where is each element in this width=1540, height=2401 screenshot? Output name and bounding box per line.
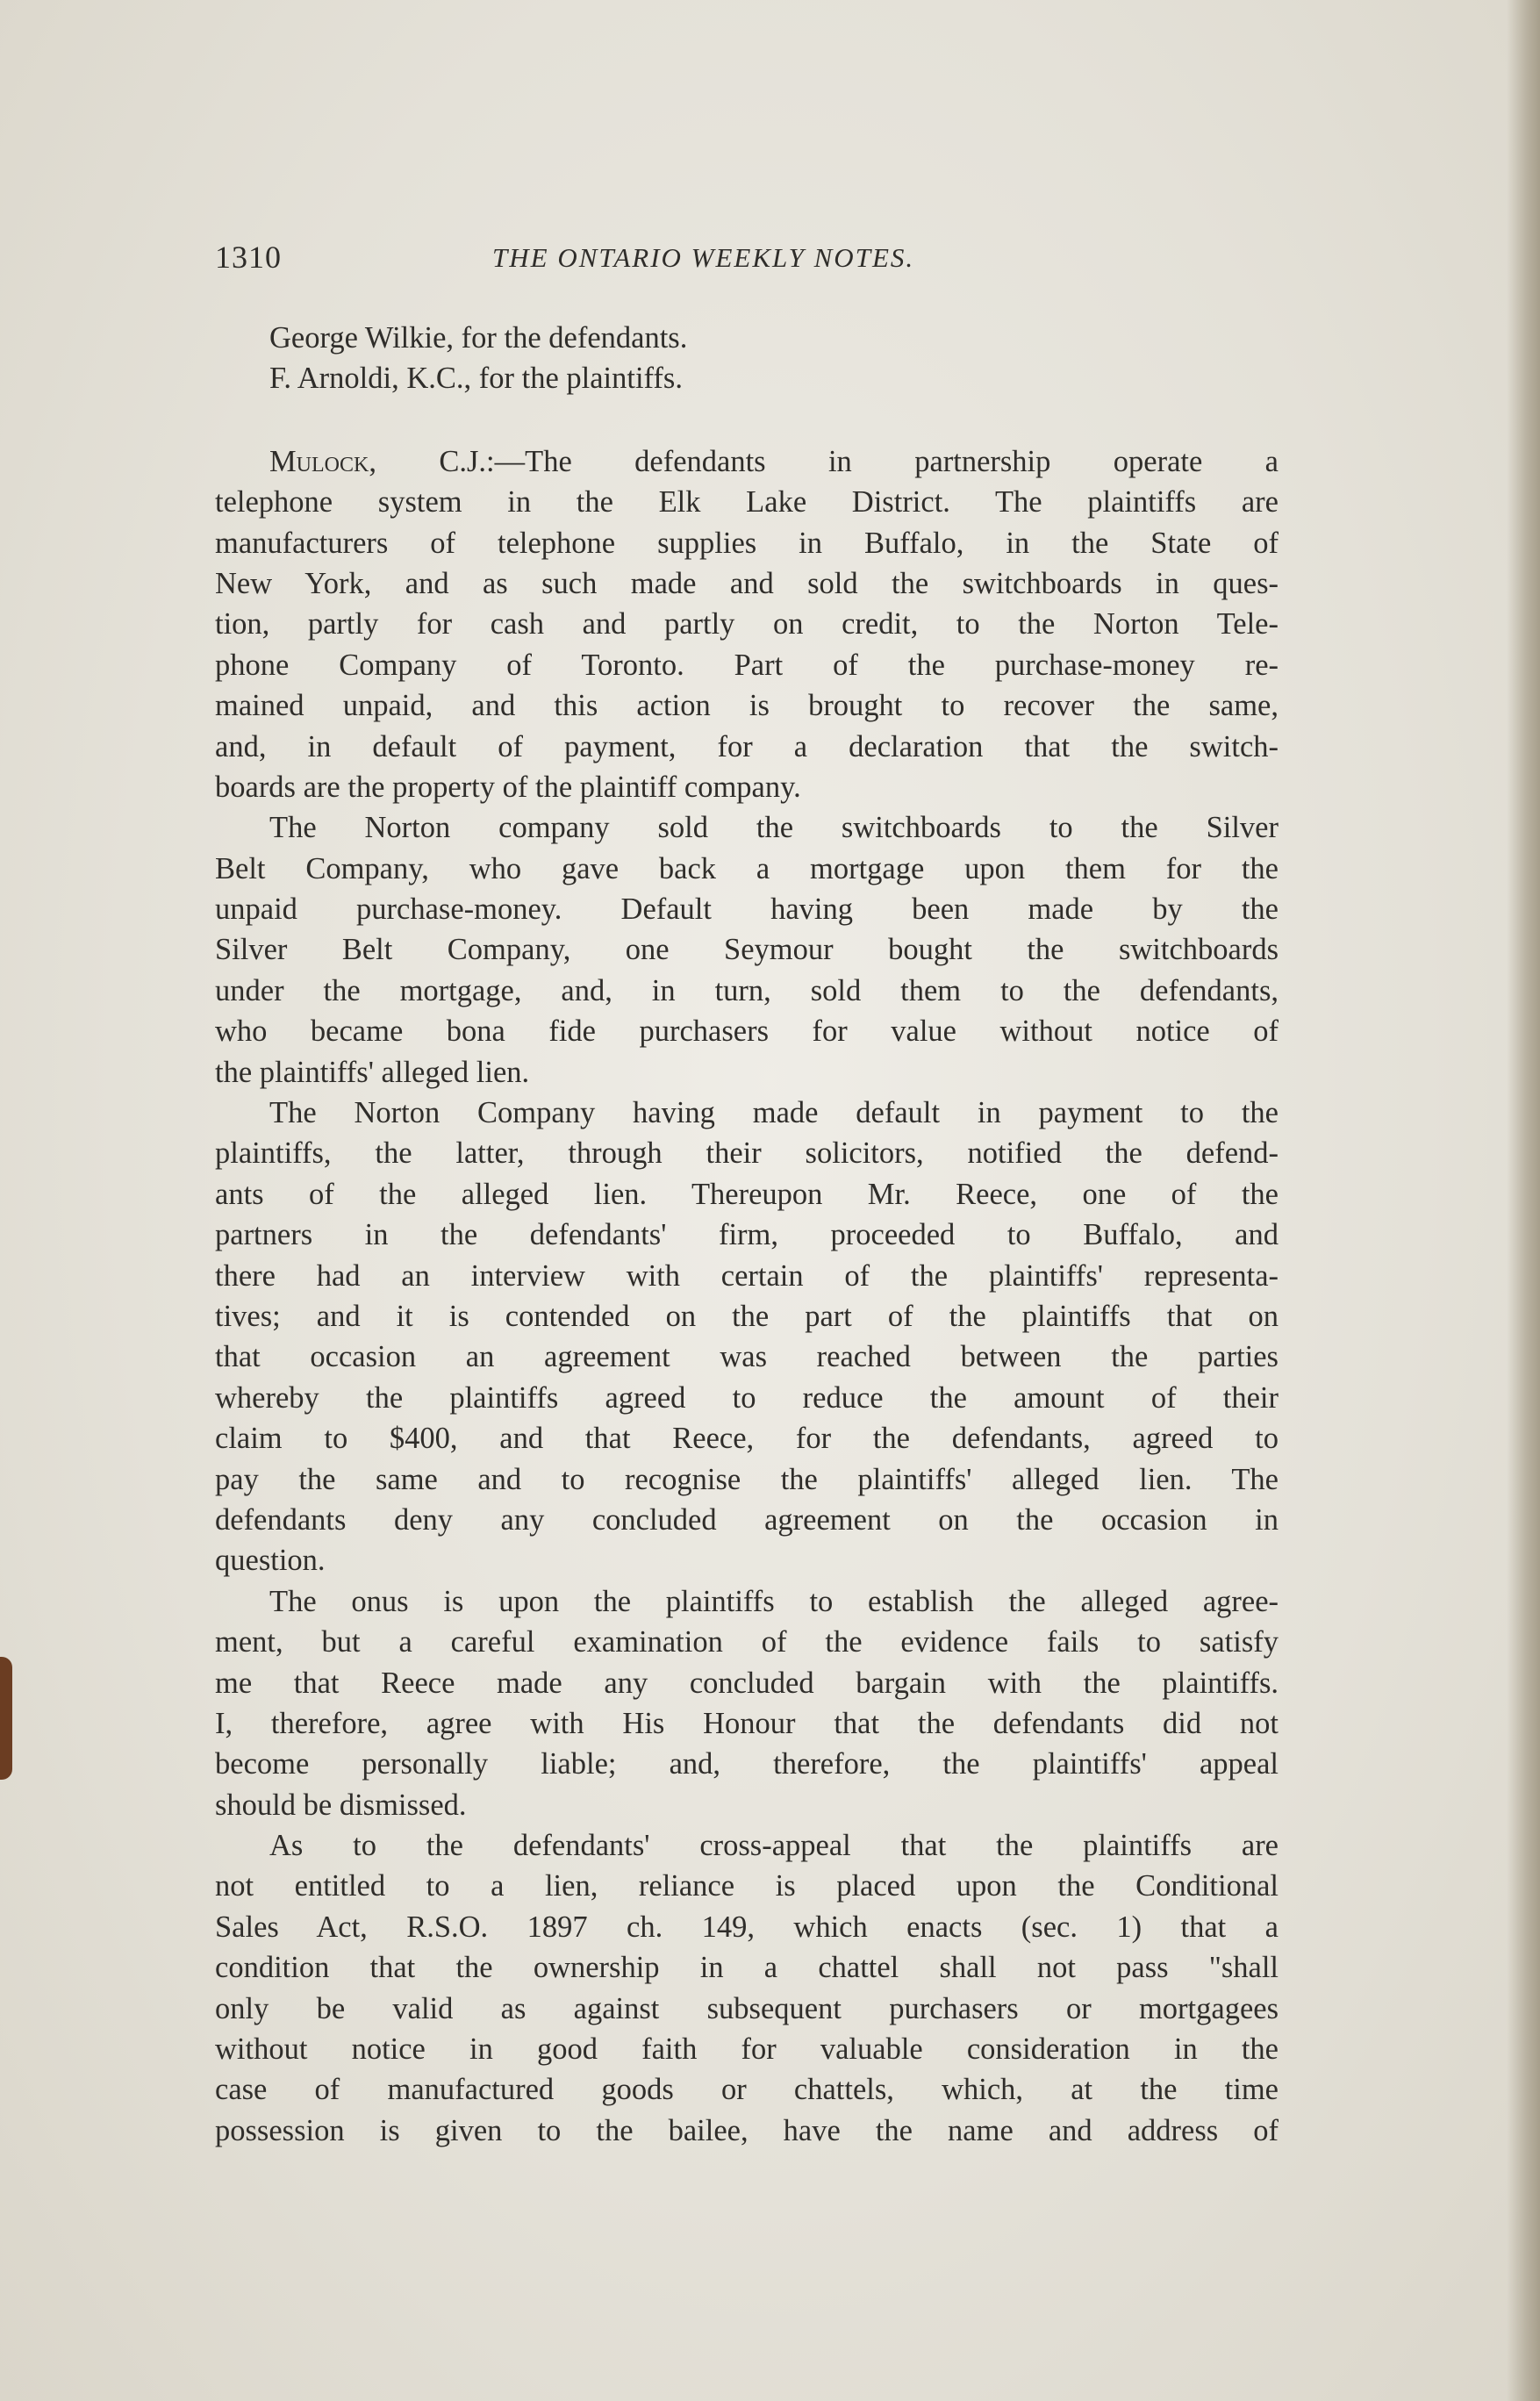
binding-mark — [0, 1657, 12, 1780]
text-line: me that Reece made any concluded bargain with the plaintiffs. — [215, 1666, 1279, 1700]
page-edge-shadow — [1507, 0, 1540, 2401]
text-line: under the mortgage, and, in turn, sold them to the defendants, — [215, 973, 1279, 1007]
text-line: not entitled to a lien, reliance is placed upon the Conditional — [215, 1869, 1279, 1903]
text-line: The onus is upon the plaintiffs to establish the alleged agree- — [269, 1584, 1279, 1618]
text-line: telephone system in the Elk Lake District. The plaintiffs are — [215, 485, 1279, 520]
text-line: Silver Belt Company, one Seymour bought the switchboards — [215, 933, 1279, 967]
text-line: only be valid as against subsequent purchasers or mortgagees — [215, 1991, 1279, 2025]
page-number: 1310 — [215, 240, 282, 275]
judge-name: Mulock — [269, 444, 369, 478]
counsel-line: George Wilkie, for the defendants. — [269, 321, 688, 355]
text-line: defendants deny any concluded agreement on the occasion in — [215, 1502, 1279, 1537]
text-line: there had an interview with certain of the plaintiffs' representa- — [215, 1258, 1279, 1293]
text-line: and, in default of payment, for a declaration that the switch- — [215, 729, 1279, 763]
paragraph — [215, 807, 1279, 1093]
text-line: pay the same and to recognise the plaintiffs' alleged lien. The — [215, 1462, 1279, 1496]
text-line: unpaid purchase-money. Default having been made by the — [215, 892, 1279, 927]
text-line: phone Company of Toronto. Part of the purchase-money re- — [215, 648, 1279, 682]
paragraph — [215, 1825, 1279, 2151]
text-line: should be dismissed. — [215, 1788, 467, 1822]
text-line: ment, but a careful examination of the evidence fails to satisfy — [215, 1625, 1279, 1659]
paragraph — [215, 1093, 1279, 1581]
text-line: tion, partly for cash and partly on credit, to the Norton Tele- — [215, 607, 1279, 641]
text-line: without notice in good faith for valuable consideration in the — [215, 2032, 1279, 2067]
text-line-fragment: , C.J.:—The defendants in partnership operate a — [369, 444, 1279, 478]
text-line: that occasion an agreement was reached between the parties — [215, 1340, 1279, 1374]
text-line: New York, and as such made and sold the switchboards in ques- — [215, 566, 1279, 600]
text-line: The Norton company sold the switchboards to the Silver — [269, 811, 1279, 845]
text-line: partners in the defendants' firm, proceeded to Buffalo, and — [215, 1218, 1279, 1252]
counsel-line: F. Arnoldi, K.C., for the plaintiffs. — [269, 362, 683, 396]
text-line: become personally liable; and, therefore, the plaintiffs' appeal — [215, 1747, 1279, 1781]
text-line: case of manufactured goods or chattels, which, at the time — [215, 2073, 1279, 2107]
text-line: who became bona fide purchasers for value without notice of — [215, 1014, 1279, 1049]
running-head: THE ONTARIO WEEKLY NOTES. — [492, 242, 915, 273]
text-line: boards are the property of the plaintiff company. — [215, 770, 801, 804]
text-line: As to the defendants' cross-appeal that the plaintiffs are — [269, 1829, 1279, 1863]
text-line: whereby the plaintiffs agreed to reduce the amount of their — [215, 1380, 1279, 1415]
text-line: Sales Act, R.S.O. 1897 ch. 149, which enacts (sec. 1) that a — [215, 1910, 1279, 1944]
page-header — [215, 239, 1286, 283]
text-line: condition that the ownership in a chattel shall not pass "shall — [215, 1951, 1279, 1985]
text-line: the plaintiffs' alleged lien. — [215, 1055, 530, 1089]
text-line: Belt Company, who gave back a mortgage upon them for the — [215, 851, 1279, 885]
body-text — [215, 318, 1279, 2151]
text-line: possession is given to the bailee, have the name and address of — [215, 2113, 1279, 2147]
text-line: manufacturers of telephone supplies in Buffalo, in the State of — [215, 526, 1279, 560]
text-line: plaintiffs, the latter, through their solicitors, notified the defend- — [215, 1136, 1279, 1171]
paragraph — [215, 1581, 1279, 1825]
text-line: claim to $400, and that Reece, for the defendants, agreed to — [215, 1422, 1279, 1456]
text-line — [215, 441, 1279, 482]
text-line: I, therefore, agree with His Honour that the defendants did not — [215, 1706, 1279, 1740]
text-line: The Norton Company having made default in payment to the — [269, 1096, 1279, 1130]
text-line: ants of the alleged lien. Thereupon Mr. Reece, one of the — [215, 1177, 1279, 1211]
text-line: mained unpaid, and this action is brought to recover the same, — [215, 689, 1279, 723]
text-line: tives; and it is contended on the part of the plaintiffs that on — [215, 1299, 1279, 1333]
paragraph — [215, 441, 1279, 808]
text-line: question. — [215, 1544, 326, 1578]
